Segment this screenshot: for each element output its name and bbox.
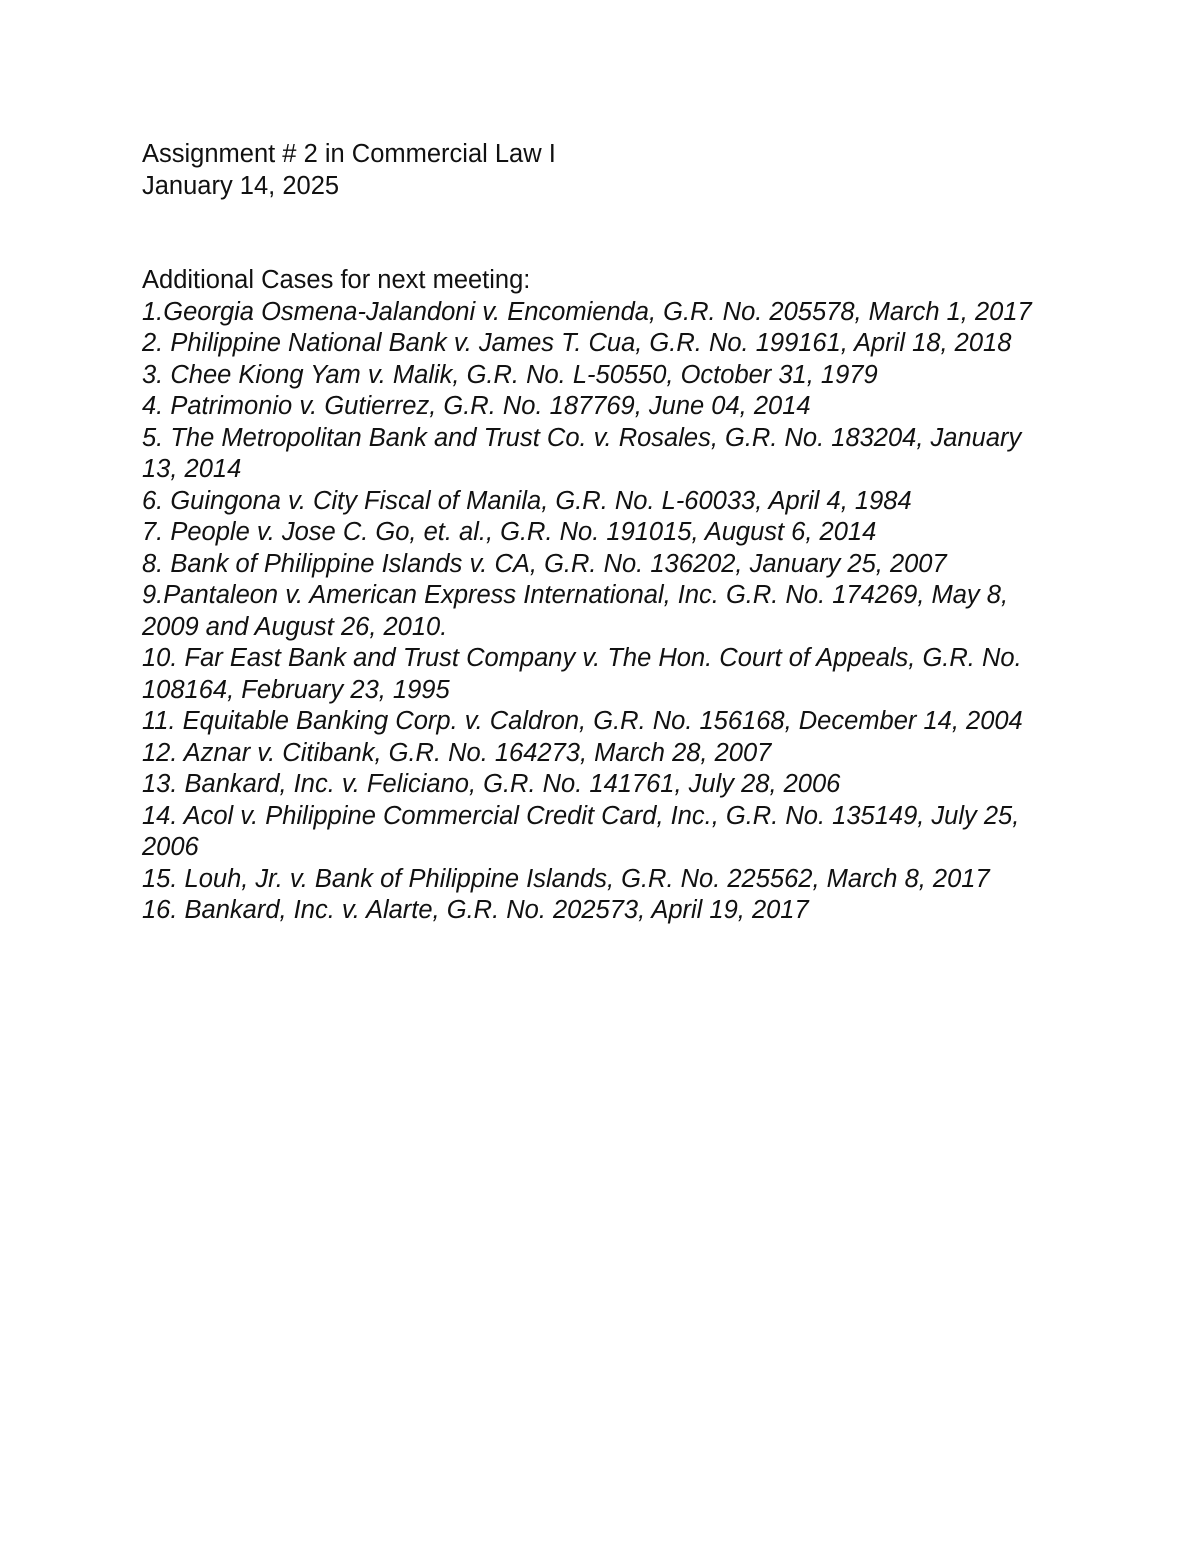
case-item-2: 2. Philippine National Bank v. James T. Cua, G.R. No. 199161, April 18, 2018 — [142, 329, 1012, 357]
document-page — [142, 139, 1062, 927]
case-item-9: 9.Pantaleon v. American Express International, Inc. G.R. No. 174269, May 8, 2009 and August 26, 2010. — [142, 581, 1009, 641]
case-item-11: 11. Equitable Banking Corp. v. Caldron, G.R. No. 156168, December 14, 2004 — [142, 707, 1023, 735]
case-item-12: 12. Aznar v. Citibank, G.R. No. 164273, March 28, 2007 — [142, 738, 772, 767]
case-item-6: 6. Guingona v. City Fiscal of Manila, G.R. No. L-60033, April 4, 1984 — [142, 486, 912, 515]
case-item-3: 3. Chee Kiong Yam v. Malik, G.R. No. L-50550, October 31, 1979 — [142, 360, 878, 389]
case-item-10: 10. Far East Bank and Trust Company v. The Hon. Court of Appeals, G.R. No. 108164, February 23, 1995 — [142, 644, 1022, 704]
case-item-4: 4. Patrimonio v. Gutierrez, G.R. No. 187769, June 04, 2014 — [142, 392, 811, 420]
case-item-16: 16. Bankard, Inc. v. Alarte, G.R. No. 202573, April 19, 2017 — [142, 896, 809, 924]
spacer — [142, 202, 1062, 265]
case-item-13: 13. Bankard, Inc. v. Feliciano, G.R. No. 141761, July 28, 2006 — [142, 770, 841, 798]
case-item-1: 1.Georgia Osmena-Jalandoni v. Encomienda, G.R. No. 205578, March 1, 2017 — [142, 297, 1032, 326]
section-heading: Additional Cases for next meeting: — [142, 266, 531, 294]
document-title: Assignment # 2 in Commercial Law I — [142, 140, 556, 168]
case-item-8: 8. Bank of Philippine Islands v. CA, G.R. No. 136202, January 25, 2007 — [142, 549, 947, 578]
case-item-15: 15. Louh, Jr. v. Bank of Philippine Islands, G.R. No. 225562, March 8, 2017 — [142, 864, 990, 893]
case-item-14: 14. Acol v. Philippine Commercial Credit Card, Inc., G.R. No. 135149, July 25, 2006 — [142, 801, 1020, 861]
document-date: January 14, 2025 — [142, 171, 340, 200]
case-item-5: 5. The Metropolitan Bank and Trust Co. v. Rosales, G.R. No. 183204, January 13, 2014 — [142, 423, 1022, 483]
case-list — [142, 297, 1062, 927]
case-item-7: 7. People v. Jose C. Go, et. al., G.R. No. 191015, August 6, 2014 — [142, 518, 877, 546]
